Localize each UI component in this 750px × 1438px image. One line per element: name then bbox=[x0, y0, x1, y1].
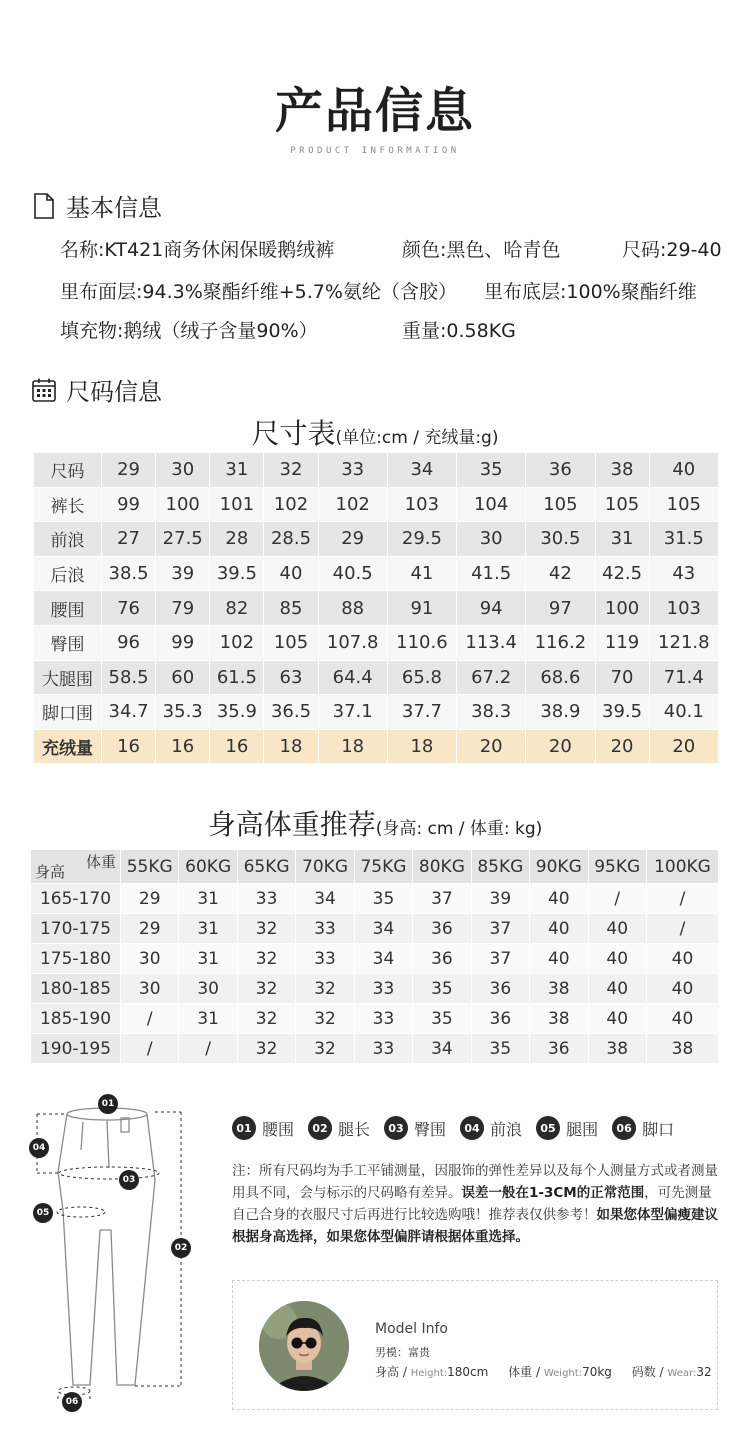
weight-header-cell: 100KG bbox=[646, 850, 718, 884]
weight-header-cell: 95KG bbox=[588, 850, 646, 884]
size-cell: 34.7 bbox=[102, 695, 156, 730]
diagram-marker-01: 01 bbox=[98, 1094, 118, 1114]
size-cell: 42.5 bbox=[595, 556, 649, 591]
recommend-cell: 37 bbox=[471, 914, 529, 944]
pants-outline bbox=[25, 1090, 225, 1420]
size-cell: 100 bbox=[595, 591, 649, 626]
size-table-caption bbox=[0, 412, 750, 452]
page-subtitle: PRODUCT INFORMATION bbox=[290, 146, 460, 156]
size-cell: 99 bbox=[156, 625, 210, 660]
height-range-cell: 170-175 bbox=[31, 914, 121, 944]
recommend-cell: 40 bbox=[588, 1004, 646, 1034]
size-table-row bbox=[34, 453, 719, 488]
recommend-cell: 36 bbox=[530, 1034, 588, 1064]
legend-number: 04 bbox=[460, 1116, 484, 1140]
size-cell: 35.3 bbox=[156, 695, 210, 730]
size-cell: 88 bbox=[318, 591, 387, 626]
size-cell: 36 bbox=[526, 453, 595, 488]
weight-header-cell: 70KG bbox=[296, 850, 354, 884]
size-cell: 107.8 bbox=[318, 625, 387, 660]
model-height-label: 身高 / bbox=[375, 1365, 411, 1379]
weight-header-cell: 90KG bbox=[530, 850, 588, 884]
legend-item bbox=[232, 1116, 294, 1140]
legend-item bbox=[612, 1116, 674, 1140]
size-table-row bbox=[34, 522, 719, 557]
basic-info-heading bbox=[30, 188, 162, 223]
legend-number: 01 bbox=[232, 1116, 256, 1140]
product-name: 名称:KT421商务休闲保暖鹅绒裤 bbox=[60, 239, 335, 261]
size-cell: 31.5 bbox=[649, 522, 718, 557]
legend-number: 02 bbox=[308, 1116, 332, 1140]
recommend-cell: 35 bbox=[413, 974, 471, 1004]
recommend-cell: 32 bbox=[237, 974, 295, 1004]
size-cell: 29 bbox=[102, 453, 156, 488]
model-avatar bbox=[259, 1301, 349, 1391]
recommend-cell: 29 bbox=[121, 914, 179, 944]
recommend-cell: 33 bbox=[354, 974, 412, 1004]
size-cell: 71.4 bbox=[649, 660, 718, 695]
recommend-cell: 35 bbox=[413, 1004, 471, 1034]
size-cell: 30 bbox=[457, 522, 526, 557]
legend-item bbox=[308, 1116, 370, 1140]
recommend-cell: 31 bbox=[179, 884, 237, 914]
recommend-cell: 36 bbox=[471, 974, 529, 1004]
recommend-cell: 36 bbox=[413, 914, 471, 944]
corner-weight: 体重 bbox=[85, 853, 116, 871]
size-cell: 39.5 bbox=[210, 556, 264, 591]
size-cell: 32 bbox=[264, 453, 318, 488]
size-cell: 27 bbox=[102, 522, 156, 557]
size-cell: 96 bbox=[102, 625, 156, 660]
size-row-label: 腰围 bbox=[34, 591, 102, 626]
corner-height: 身高 bbox=[35, 863, 66, 881]
recommend-cell: 32 bbox=[296, 1034, 354, 1064]
recommend-cell: 38 bbox=[530, 1004, 588, 1034]
recommend-cell: 40 bbox=[588, 914, 646, 944]
recommend-cell: 34 bbox=[354, 944, 412, 974]
legend-number: 06 bbox=[612, 1116, 636, 1140]
size-cell: 16 bbox=[210, 729, 264, 764]
weight-header-cell: 80KG bbox=[413, 850, 471, 884]
model-wear-label: 码数 / bbox=[631, 1365, 668, 1379]
recommend-cell: 40 bbox=[646, 944, 718, 974]
recommend-row bbox=[31, 884, 719, 914]
note-part-4: 如果您体型偏瘦建议根据身高选择，如果您体型偏胖请根据体重选择。 bbox=[232, 1207, 718, 1245]
recommend-cell: / bbox=[121, 1004, 179, 1034]
size-cell: 105 bbox=[526, 487, 595, 522]
height-range-cell: 190-195 bbox=[31, 1034, 121, 1064]
recommend-table bbox=[30, 849, 719, 1064]
recommend-cell: 37 bbox=[413, 884, 471, 914]
recommend-cell: 39 bbox=[471, 884, 529, 914]
size-cell: 38 bbox=[595, 453, 649, 488]
weight-header-cell: 55KG bbox=[121, 850, 179, 884]
size-note bbox=[232, 1160, 724, 1248]
size-cell: 99 bbox=[102, 487, 156, 522]
recommend-cell: 30 bbox=[121, 974, 179, 1004]
size-cell: 68.6 bbox=[526, 660, 595, 695]
recommend-cell: 33 bbox=[237, 884, 295, 914]
note-part-3: ，可先测量自己合身的衣服尺寸后再进行比较选购哦！推荐表仅供参考！ bbox=[232, 1185, 712, 1223]
product-weight: 重量:0.58KG bbox=[402, 320, 516, 342]
corner-cell bbox=[31, 850, 121, 884]
recommend-cell: 32 bbox=[237, 944, 295, 974]
recommend-cell: 31 bbox=[179, 944, 237, 974]
filling: 填充物:鹅绒（绒子含量90%） bbox=[60, 320, 318, 342]
page-title: 产品信息 bbox=[274, 83, 475, 139]
size-cell: 79 bbox=[156, 591, 210, 626]
recommend-cell: 36 bbox=[471, 1004, 529, 1034]
size-cell: 101 bbox=[210, 487, 264, 522]
size-info-heading bbox=[30, 372, 162, 407]
size-cell: 41 bbox=[387, 556, 456, 591]
recommend-cell: 33 bbox=[354, 1034, 412, 1064]
recommend-cell: 31 bbox=[179, 1004, 237, 1034]
model-weight-label: 体重 / bbox=[508, 1365, 544, 1379]
size-cell: 97 bbox=[526, 591, 595, 626]
size-cell: 102 bbox=[264, 487, 318, 522]
size-row-label: 充绒量 bbox=[34, 729, 102, 764]
weight-header-cell: 85KG bbox=[471, 850, 529, 884]
size-row-label: 脚口围 bbox=[34, 695, 102, 730]
size-cell: 38.5 bbox=[102, 556, 156, 591]
legend-label: 腰围 bbox=[262, 1119, 295, 1139]
height-range-cell: 180-185 bbox=[31, 974, 121, 1004]
recommend-cell: / bbox=[646, 914, 718, 944]
size-cell: 31 bbox=[595, 522, 649, 557]
legend-label: 腿长 bbox=[338, 1119, 371, 1139]
recommend-cell: 34 bbox=[296, 884, 354, 914]
legend-label: 腿围 bbox=[566, 1119, 599, 1139]
size-row-label: 前浪 bbox=[34, 522, 102, 557]
size-cell: 38.3 bbox=[457, 695, 526, 730]
size-cell: 36.5 bbox=[264, 695, 318, 730]
diagram-marker-05: 05 bbox=[33, 1203, 53, 1223]
recommend-cell: 33 bbox=[296, 914, 354, 944]
calendar-icon bbox=[30, 376, 58, 404]
size-table-unit: (单位:cm / 充绒量:g) bbox=[335, 428, 499, 448]
measure-legend bbox=[232, 1116, 688, 1140]
size-cell: 85 bbox=[264, 591, 318, 626]
size-table-row bbox=[34, 625, 719, 660]
size-table-row bbox=[34, 487, 719, 522]
height-range-cell: 175-180 bbox=[31, 944, 121, 974]
size-cell: 34 bbox=[387, 453, 456, 488]
recommend-cell: 34 bbox=[413, 1034, 471, 1064]
size-cell: 40 bbox=[649, 453, 718, 488]
size-cell: 40 bbox=[264, 556, 318, 591]
legend-item bbox=[460, 1116, 522, 1140]
size-cell: 58.5 bbox=[102, 660, 156, 695]
recommend-title: 身高体重推荐 bbox=[207, 808, 376, 841]
size-cell: 35 bbox=[457, 453, 526, 488]
size-cell: 70 bbox=[595, 660, 649, 695]
recommend-cell: 30 bbox=[179, 974, 237, 1004]
recommend-cell: 40 bbox=[588, 974, 646, 1004]
diagram-marker-06: 06 bbox=[62, 1392, 82, 1412]
size-cell: 28 bbox=[210, 522, 264, 557]
size-cell: 105 bbox=[649, 487, 718, 522]
size-cell: 20 bbox=[649, 729, 718, 764]
recommend-cell: 30 bbox=[121, 944, 179, 974]
model-info-card bbox=[232, 1280, 718, 1410]
recommend-row bbox=[31, 1004, 719, 1034]
size-row-label: 臀围 bbox=[34, 625, 102, 660]
size-cell: 29.5 bbox=[387, 522, 456, 557]
model-stats bbox=[375, 1363, 712, 1380]
size-cell: 82 bbox=[210, 591, 264, 626]
size-cell: 37.7 bbox=[387, 695, 456, 730]
size-table-row bbox=[34, 695, 719, 730]
size-cell: 91 bbox=[387, 591, 456, 626]
size-table-title: 尺寸表 bbox=[251, 417, 336, 450]
recommend-unit: (身高: cm / 体重: kg) bbox=[375, 819, 543, 839]
size-cell: 16 bbox=[156, 729, 210, 764]
size-cell: 102 bbox=[318, 487, 387, 522]
recommend-cell: 38 bbox=[646, 1034, 718, 1064]
model-info-title: Model Info bbox=[375, 1321, 448, 1337]
recommend-cell: 32 bbox=[296, 1004, 354, 1034]
recommend-cell: 32 bbox=[237, 914, 295, 944]
product-size-range: 尺码:29-40 bbox=[622, 239, 722, 261]
recommend-cell: 37 bbox=[471, 944, 529, 974]
recommend-row bbox=[31, 944, 719, 974]
size-cell: 18 bbox=[387, 729, 456, 764]
size-cell: 29 bbox=[318, 522, 387, 557]
recommend-cell: / bbox=[588, 884, 646, 914]
recommend-cell: 32 bbox=[296, 974, 354, 1004]
size-row-label: 后浪 bbox=[34, 556, 102, 591]
recommend-cell: 38 bbox=[530, 974, 588, 1004]
recommend-caption bbox=[0, 803, 750, 843]
size-cell: 33 bbox=[318, 453, 387, 488]
size-cell: 27.5 bbox=[156, 522, 210, 557]
recommend-cell: / bbox=[121, 1034, 179, 1064]
size-cell: 20 bbox=[595, 729, 649, 764]
size-cell: 119 bbox=[595, 625, 649, 660]
size-cell: 18 bbox=[318, 729, 387, 764]
note-part-1: 注：所有尺码均为手工平铺测量，因服饰的弹性差异以及每个人测量方式或者测量用具不同，会与标示的尺码略有差异。 bbox=[232, 1163, 718, 1201]
size-cell: 31 bbox=[210, 453, 264, 488]
height-range-cell: 185-190 bbox=[31, 1004, 121, 1034]
legend-item bbox=[536, 1116, 598, 1140]
size-cell: 67.2 bbox=[457, 660, 526, 695]
recommend-cell: 32 bbox=[237, 1004, 295, 1034]
document-icon bbox=[30, 192, 58, 220]
size-cell: 61.5 bbox=[210, 660, 264, 695]
size-cell: 60 bbox=[156, 660, 210, 695]
model-wear: 32 bbox=[696, 1365, 712, 1379]
size-cell: 65.8 bbox=[387, 660, 456, 695]
size-cell: 100 bbox=[156, 487, 210, 522]
size-cell: 20 bbox=[526, 729, 595, 764]
size-cell: 30 bbox=[156, 453, 210, 488]
size-cell: 110.6 bbox=[387, 625, 456, 660]
size-table-row bbox=[34, 729, 719, 764]
weight-header-cell: 60KG bbox=[179, 850, 237, 884]
size-row-label: 裤长 bbox=[34, 487, 102, 522]
size-cell: 28.5 bbox=[264, 522, 318, 557]
recommend-cell: 29 bbox=[121, 884, 179, 914]
size-cell: 103 bbox=[387, 487, 456, 522]
recommend-cell: / bbox=[646, 884, 718, 914]
size-row-label: 尺码 bbox=[34, 453, 102, 488]
legend-label: 前浪 bbox=[490, 1119, 523, 1139]
model-height-en: Height: bbox=[410, 1368, 448, 1379]
basic-info-title: 基本信息 bbox=[66, 194, 162, 222]
size-cell: 105 bbox=[595, 487, 649, 522]
recommend-cell: 33 bbox=[296, 944, 354, 974]
size-cell: 104 bbox=[457, 487, 526, 522]
note-part-2: 误差一般在1-3CM的正常范围 bbox=[461, 1185, 645, 1201]
size-cell: 64.4 bbox=[318, 660, 387, 695]
size-cell: 16 bbox=[102, 729, 156, 764]
recommend-cell: 38 bbox=[588, 1034, 646, 1064]
size-table bbox=[33, 452, 719, 764]
size-cell: 105 bbox=[264, 625, 318, 660]
size-cell: 30.5 bbox=[526, 522, 595, 557]
legend-number: 03 bbox=[384, 1116, 408, 1140]
size-cell: 113.4 bbox=[457, 625, 526, 660]
size-cell: 40.5 bbox=[318, 556, 387, 591]
size-cell: 40.1 bbox=[649, 695, 718, 730]
product-color: 颜色:黑色、哈青色 bbox=[402, 239, 561, 261]
size-table-row bbox=[34, 660, 719, 695]
recommend-cell: 40 bbox=[530, 914, 588, 944]
recommend-cell: 40 bbox=[588, 944, 646, 974]
legend-label: 脚口 bbox=[642, 1119, 675, 1139]
lining-top: 里布面层:94.3%聚酯纤维+5.7%氨纶（含胶） bbox=[60, 281, 457, 303]
size-table-row bbox=[34, 591, 719, 626]
size-info-title: 尺码信息 bbox=[66, 378, 162, 406]
recommend-cell: 40 bbox=[530, 944, 588, 974]
recommend-cell: 40 bbox=[646, 974, 718, 1004]
height-range-cell: 165-170 bbox=[31, 884, 121, 914]
recommend-cell: 31 bbox=[179, 914, 237, 944]
recommend-row bbox=[31, 1034, 719, 1064]
weight-header-cell: 75KG bbox=[354, 850, 412, 884]
diagram-marker-03: 03 bbox=[119, 1170, 139, 1190]
diagram-marker-02: 02 bbox=[171, 1238, 191, 1258]
size-cell: 121.8 bbox=[649, 625, 718, 660]
size-cell: 37.1 bbox=[318, 695, 387, 730]
model-weight: 70kg bbox=[582, 1365, 612, 1379]
size-cell: 18 bbox=[264, 729, 318, 764]
size-table-row bbox=[34, 556, 719, 591]
size-cell: 76 bbox=[102, 591, 156, 626]
size-cell: 39.5 bbox=[595, 695, 649, 730]
model-height: 180cm bbox=[447, 1365, 489, 1379]
recommend-cell: 34 bbox=[354, 914, 412, 944]
legend-label: 臀围 bbox=[414, 1119, 447, 1139]
legend-number: 05 bbox=[536, 1116, 560, 1140]
recommend-cell: 32 bbox=[237, 1034, 295, 1064]
recommend-cell: 35 bbox=[471, 1034, 529, 1064]
size-cell: 102 bbox=[210, 625, 264, 660]
recommend-cell: 33 bbox=[354, 1004, 412, 1034]
model-weight-en: Weight: bbox=[543, 1368, 583, 1379]
size-cell: 103 bbox=[649, 591, 718, 626]
size-cell: 38.9 bbox=[526, 695, 595, 730]
weight-header-cell: 65KG bbox=[237, 850, 295, 884]
diagram-marker-04: 04 bbox=[29, 1138, 49, 1158]
size-cell: 42 bbox=[526, 556, 595, 591]
size-cell: 20 bbox=[457, 729, 526, 764]
lining-bottom: 里布底层:100%聚酯纤维 bbox=[484, 281, 697, 303]
size-cell: 35.9 bbox=[210, 695, 264, 730]
size-cell: 41.5 bbox=[457, 556, 526, 591]
size-cell: 63 bbox=[264, 660, 318, 695]
recommend-cell: 35 bbox=[354, 884, 412, 914]
size-cell: 43 bbox=[649, 556, 718, 591]
recommend-row bbox=[31, 974, 719, 1004]
recommend-cell: 40 bbox=[646, 1004, 718, 1034]
recommend-row bbox=[31, 914, 719, 944]
legend-item bbox=[384, 1116, 446, 1140]
recommend-cell: 40 bbox=[530, 884, 588, 914]
model-wear-en: Wear: bbox=[667, 1368, 697, 1379]
model-name: 男模：富贵 bbox=[375, 1346, 430, 1359]
recommend-cell: 36 bbox=[413, 944, 471, 974]
size-cell: 39 bbox=[156, 556, 210, 591]
pants-diagram bbox=[25, 1090, 225, 1420]
size-row-label: 大腿围 bbox=[34, 660, 102, 695]
size-cell: 94 bbox=[457, 591, 526, 626]
size-cell: 116.2 bbox=[526, 625, 595, 660]
recommend-cell: / bbox=[179, 1034, 237, 1064]
